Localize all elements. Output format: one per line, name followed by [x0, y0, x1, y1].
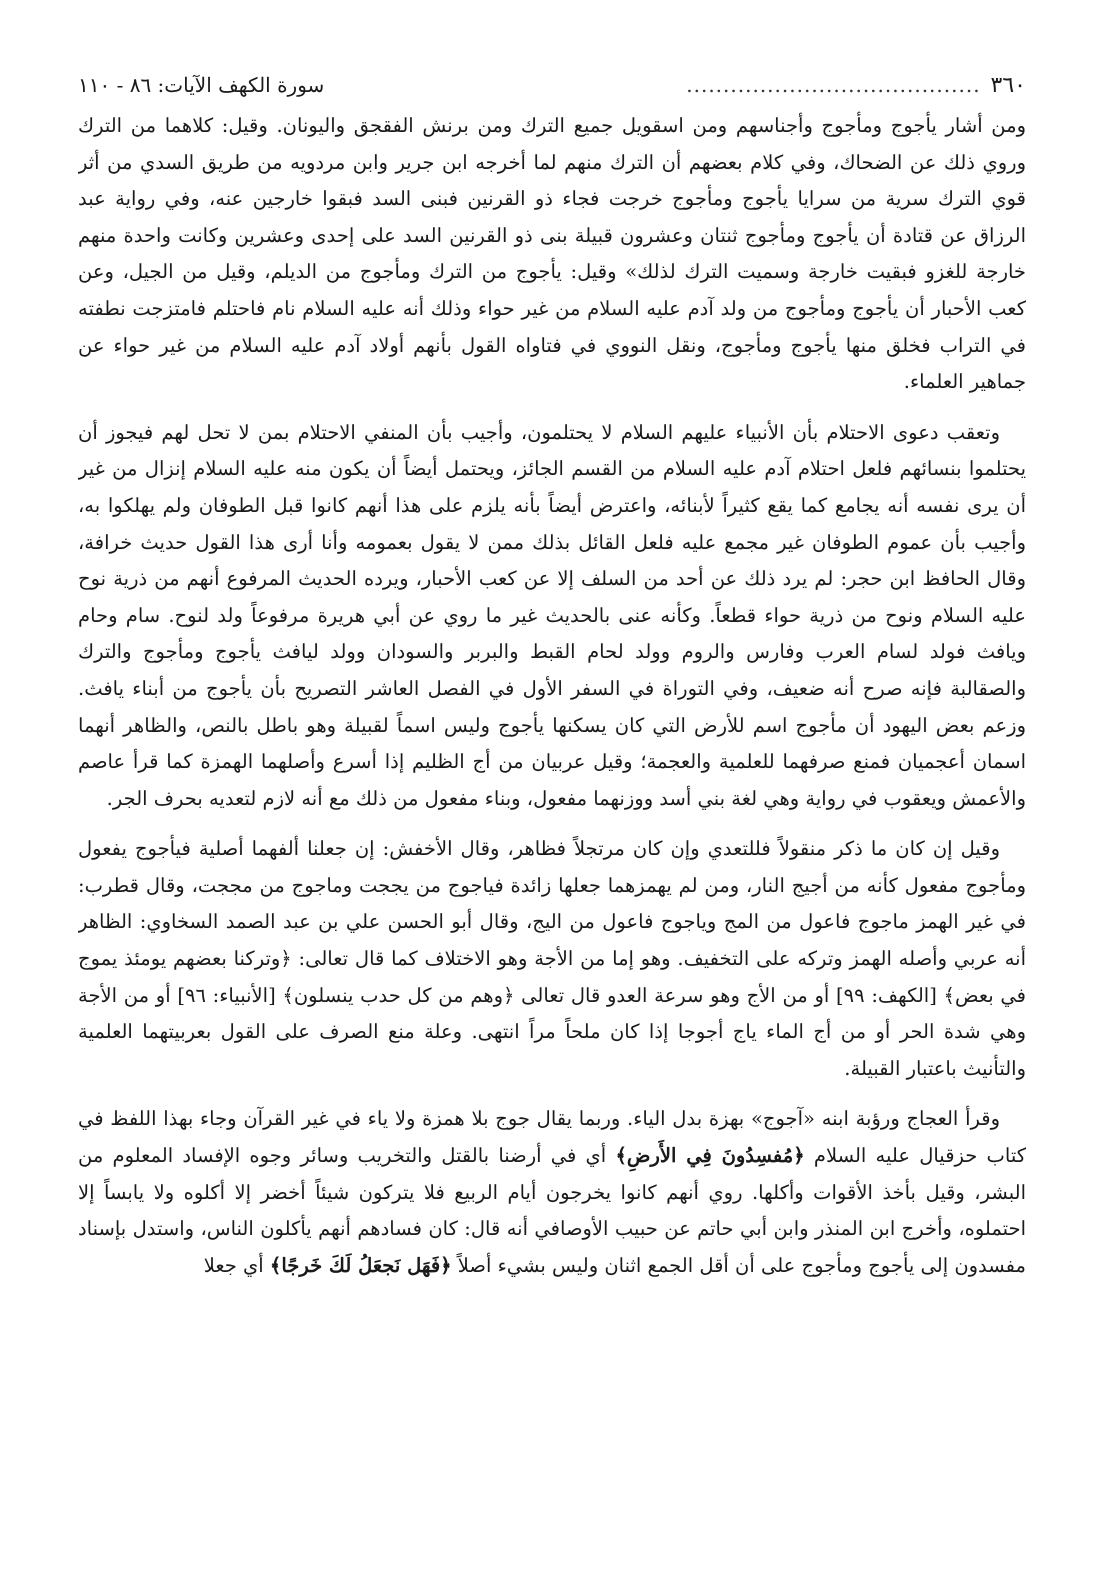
- paragraph-4-text-3: أي جعلا: [203, 1253, 264, 1277]
- paragraph-2: وتعقب دعوى الاحتلام بأن الأنبياء عليهم السلام لا يحتلمون، وأجيب بأن المنفي الاحتلام بمن لا تحل لهم فيجوز أن يحتلموا بنسائهم فلعل احتلام آدم عليه السلام من القسم الجائز، ويحتمل أيضاً أن يكون منه عليه السلام إنزال من غير أن يرى نفسه أنه يجامع كما يقع كثيراً لأبنائه، واعترض أيضاً بأنه يلزم على هذا أنهم كانوا قبل الطوفان ولم يهلكوا به، وأجيب بأن عموم الطوفان غير مجمع عليه فلعل القائل بذلك ممن لا يقول بعمومه وأنا أرى هذا القول حديث خرافة، وقال الحافظ ابن حجر: لم يرد ذلك عن أحد من السلف إلا عن كعب الأحبار، ويرده الحديث المرفوع أنهم من ذرية نوح عليه السلام ونوح من ذرية حواء قطعاً. وكأنه عنى بالحديث غير ما روي عن أبي هريرة مرفوعاً ولد لنوح. سام وحام ويافث فولد لسام العرب وفارس والروم وولد لحام القبط والبربر والسودان وولد ليافث يأجوج ومأجوج والترك والصقالبة فإنه صرح أنه ضعيف، وفي التوراة في السفر الأول في الفصل العاشر التصريح بأن يأجوج من أبناء يافث. وزعم بعض اليهود أن مأجوج اسم للأرض التي كان يسكنها يأجوج وليس اسماً لقبيلة وهو باطل بالنص، والظاهر أنهما اسمان أعجميان فمنع صرفهما للعلمية والعجمة؛ وقيل عربيان من أج الظليم إذا أسرع وأصلهما الهمزة كما قرأ عاصم والأعمش ويعقوب في رواية وهي لغة بني أسد ووزنهما مفعول، وبناء مفعول من ذلك مع أنه لازم لتعديه بحرف الجر.: [78, 420, 1026, 810]
- paragraph-4: [78, 1101, 1026, 1284]
- document-page: [78, 70, 1026, 1550]
- paragraph-3: وقيل إن كان ما ذكر منقولاً فللتعدي وإن كان مرتجلاً فظاهر، وقال الأخفش: إن جعلنا ألفهما أصلية فيأجوج يفعول ومأجوج مفعول كأنه من أجيج النار، ومن لم يهمزهما جعلها زائدة فياجوج من يججت وماجوج من مججت، وقال قطرب: في غير الهمز ماجوج فاعول من المج وياجوج فاعول من اليج، وقال أبو الحسن علي بن عبد الصمد السخاوي: الظاهر أنه عربي وأصله الهمز وتركه على التخفيف. وهو إما من الأجة وهو الاختلاف كما قال تعالى: ﴿وتركنا بعضهم يومئذ يموج في بعض﴾ [الكهف: ٩٩] أو من الأج وهو سرعة العدو قال تعالى ﴿وهم من كل حدب ينسلون﴾ [الأنبياء: ٩٦] أو من الأجة وهي شدة الحر أو من أج الماء ياج أجوجا إذا كان ملحاً مراً انتهى. وعلة منع الصرف على القول بعربيتهما العلمية والتأنيث باعتبار القبيلة.: [78, 837, 1026, 1080]
- quran-quote-1: ﴿مُفسِدُونَ فِي الأَرضِ﴾: [615, 1144, 805, 1168]
- body-text: [78, 108, 1026, 1284]
- paragraph-4-text-2: أي في أرضنا بالقتل والتخريب وسائر وجوه الإفساد المعلوم من البشر، وقيل بأخذ الأقوات وأكلها. روي أنهم كانوا يخرجون أيام الربيع فلا يتركون شيئاً أخضر إلا أكلوه ولا يابساً إلا احتملوه، وأخرج ابن المنذر وابن أبي حاتم عن حبيب الأوصافي أنه قال: كان فسادهم أنهم يأكلون الناس، واستدل بإسناد مفسدون إلى يأجوج ومأجوج على أن أقل الجمع اثنان وليس بشيء أصلاً: [78, 1144, 1026, 1277]
- quran-quote-2: ﴿فَهَل نَجعَلُ لَكَ خَرجًا﴾: [269, 1253, 452, 1277]
- paragraph-4-text-1: وقرأ العجاج ورؤبة ابنه «آجوج» بهزة بدل الياء. وربما يقال جوج بلا همزة ولا ياء في غير القرآن وجاء بهذا اللفظ في كتاب حزقيال عليه السلام: [78, 1107, 1026, 1168]
- running-title: سورة الكهف الآيات: ٨٦ - ١١٠: [78, 73, 325, 97]
- page-number: ٣٦٠: [990, 73, 1026, 98]
- page-header: [78, 70, 1026, 108]
- header-leader-dots: ........................................: [686, 73, 981, 97]
- paragraph-1: ومن أشار يأجوج ومأجوج وأجناسهم ومن اسقويل جميع الترك ومن برنش الفقجق واليونان. وقيل: كلاهما من الترك وروي ذلك عن الضحاك، وفي كلام بعضهم أن الترك منهم لما أخرجه ابن جرير وابن مردويه من طريق السدي من أثر قوي الترك سرية من سرايا يأجوج ومأجوج خرجت فجاء ذو القرنين فبنى السد فبقوا خارجين عنه، وفي رواية عبد الرزاق عن قتادة أن يأجوج ومأجوج ثنتان وعشرون قبيلة بنى ذو القرنين السد على إحدى وعشرين وكانت واحدة منهم خارجة للغزو فبقيت خارجة وسميت الترك لذلك» وقيل: يأجوج من الترك ومأجوج من الديلم، وقيل من الجيل، وعن كعب الأحبار أن يأجوج ومأجوج من ولد آدم عليه السلام من غير حواء وذلك أنه عليه السلام نام فاحتلم فامتزجت نطفته في التراب فخلق منها يأجوج ومأجوج، ونقل النووي في فتاواه القول بأنهم أولاد آدم عليه السلام من غير حواء عن جماهير العلماء.: [78, 114, 1026, 394]
